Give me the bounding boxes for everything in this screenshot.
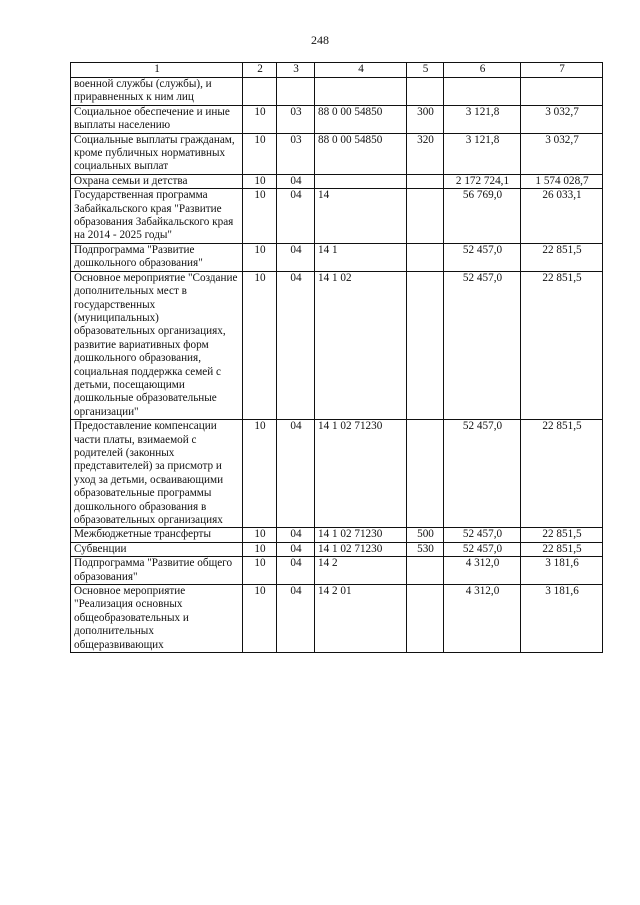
row-name: Субвенции [71, 542, 243, 556]
row-target-article: 14 1 02 71230 [315, 528, 407, 542]
row-section: 10 [243, 174, 277, 188]
row-sum-1: 2 172 724,1 [444, 174, 521, 188]
row-sum-2: 3 032,7 [521, 105, 603, 133]
row-expense-type [407, 271, 444, 419]
row-subsection: 04 [277, 557, 315, 585]
row-name: Подпрограмма "Развитие общего образования" [71, 557, 243, 585]
row-target-article: 14 2 [315, 557, 407, 585]
table-row [71, 174, 603, 188]
table-row [71, 420, 603, 528]
table-row [71, 542, 603, 556]
row-subsection: 04 [277, 243, 315, 271]
row-section: 10 [243, 557, 277, 585]
row-expense-type [407, 585, 444, 653]
table-row [71, 243, 603, 271]
row-sum-1: 4 312,0 [444, 557, 521, 585]
row-subsection: 04 [277, 174, 315, 188]
column-header: 5 [407, 63, 444, 78]
row-name: Социальное обеспечение и иные выплаты населению [71, 105, 243, 133]
row-target-article: 14 1 02 [315, 271, 407, 419]
row-sum-1: 52 457,0 [444, 542, 521, 556]
row-target-article: 14 2 01 [315, 585, 407, 653]
table-row [71, 78, 603, 106]
row-name: военной службы (службы), и приравненных к ним лиц [71, 78, 243, 106]
row-sum-2: 22 851,5 [521, 271, 603, 419]
row-sum-1: 52 457,0 [444, 271, 521, 419]
page-number: 248 [311, 33, 329, 47]
row-expense-type [407, 174, 444, 188]
header-row [71, 63, 603, 78]
row-sum-1: 3 121,8 [444, 105, 521, 133]
row-sum-2: 22 851,5 [521, 243, 603, 271]
row-expense-type [407, 557, 444, 585]
row-sum-2: 3 181,6 [521, 557, 603, 585]
budget-table [70, 62, 603, 653]
row-target-article [315, 78, 407, 106]
column-header: 2 [243, 63, 277, 78]
row-subsection [277, 78, 315, 106]
row-section: 10 [243, 271, 277, 419]
row-expense-type: 300 [407, 105, 444, 133]
table-row [71, 133, 603, 174]
row-sum-1: 56 769,0 [444, 189, 521, 244]
row-sum-2: 26 033,1 [521, 189, 603, 244]
row-expense-type [407, 189, 444, 244]
row-sum-1 [444, 78, 521, 106]
table-row [71, 105, 603, 133]
row-sum-1: 52 457,0 [444, 528, 521, 542]
table-row [71, 557, 603, 585]
row-subsection: 04 [277, 585, 315, 653]
row-sum-2: 22 851,5 [521, 528, 603, 542]
row-section: 10 [243, 528, 277, 542]
row-expense-type: 530 [407, 542, 444, 556]
row-section: 10 [243, 189, 277, 244]
row-section: 10 [243, 105, 277, 133]
row-section: 10 [243, 585, 277, 653]
column-header: 3 [277, 63, 315, 78]
row-sum-2: 3 181,6 [521, 585, 603, 653]
row-sum-1: 4 312,0 [444, 585, 521, 653]
row-expense-type: 500 [407, 528, 444, 542]
row-sum-2: 22 851,5 [521, 420, 603, 528]
row-subsection: 04 [277, 189, 315, 244]
column-header: 4 [315, 63, 407, 78]
row-expense-type [407, 78, 444, 106]
row-expense-type: 320 [407, 133, 444, 174]
row-sum-1: 52 457,0 [444, 420, 521, 528]
row-sum-2: 3 032,7 [521, 133, 603, 174]
row-subsection: 04 [277, 528, 315, 542]
row-section: 10 [243, 243, 277, 271]
column-header: 1 [71, 63, 243, 78]
row-subsection: 03 [277, 133, 315, 174]
row-subsection: 04 [277, 271, 315, 419]
table-row [71, 271, 603, 419]
row-name: Межбюджетные трансферты [71, 528, 243, 542]
row-target-article: 14 1 02 71230 [315, 542, 407, 556]
row-target-article [315, 174, 407, 188]
row-name: Основное мероприятие "Реализация основных общеобразовательных и дополнительных общеразвивающих [71, 585, 243, 653]
column-header: 6 [444, 63, 521, 78]
row-target-article: 14 [315, 189, 407, 244]
row-target-article: 88 0 00 54850 [315, 133, 407, 174]
row-expense-type [407, 420, 444, 528]
row-target-article: 14 1 02 71230 [315, 420, 407, 528]
row-sum-1: 52 457,0 [444, 243, 521, 271]
row-section: 10 [243, 133, 277, 174]
row-target-article: 88 0 00 54850 [315, 105, 407, 133]
table-row [71, 189, 603, 244]
row-subsection: 04 [277, 420, 315, 528]
row-sum-2 [521, 78, 603, 106]
row-name: Социальные выплаты гражданам, кроме публичных нормативных социальных выплат [71, 133, 243, 174]
table-row [71, 528, 603, 542]
row-name: Основное мероприятие "Создание дополнительных мест в государственных (муниципальных) образовательных организациях, развитие вариативных форм дошкольного образования, социальная поддержка семей с детьми, посещающими дошкольные образовательные организации" [71, 271, 243, 419]
row-sum-1: 3 121,8 [444, 133, 521, 174]
row-sum-2: 1 574 028,7 [521, 174, 603, 188]
row-section: 10 [243, 542, 277, 556]
row-name: Государственная программа Забайкальского края "Развитие образования Забайкальского края на 2014 - 2025 годы" [71, 189, 243, 244]
row-name: Охрана семьи и детства [71, 174, 243, 188]
table-row [71, 585, 603, 653]
row-section: 10 [243, 420, 277, 528]
row-name: Подпрограмма "Развитие дошкольного образования" [71, 243, 243, 271]
row-name: Предоставление компенсации части платы, взимаемой с родителей (законных представителей) за присмотр и уход за детьми, осваивающими образовательные программы дошкольного образования в образовательных организациях [71, 420, 243, 528]
row-section [243, 78, 277, 106]
row-expense-type [407, 243, 444, 271]
row-subsection: 03 [277, 105, 315, 133]
row-sum-2: 22 851,5 [521, 542, 603, 556]
row-target-article: 14 1 [315, 243, 407, 271]
row-subsection: 04 [277, 542, 315, 556]
column-header: 7 [521, 63, 603, 78]
